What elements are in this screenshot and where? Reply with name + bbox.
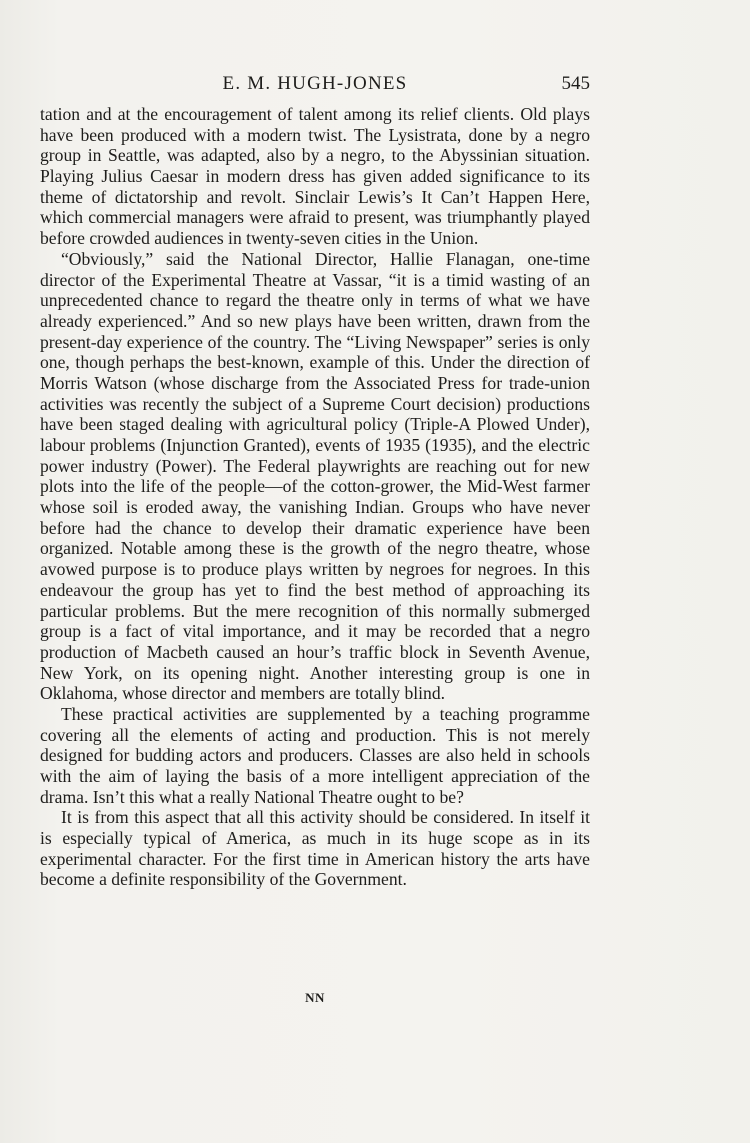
paragraph-3: These practical activities are supplemented by a teaching programme covering all the elements of acting and production. This is not merely designed for budding actors and producers. Classes are also held in schools with the aim of laying the basis of a more intelligent appreciation of the drama. Isn’t this what a really National Theatre ought to be? — [40, 703, 590, 807]
page-header — [40, 71, 590, 101]
page-number: 545 — [561, 73, 590, 94]
paragraph-4: It is from this aspect that all this activity should be considered. In itself it is especially typical of America, as much in its huge scope as in its experimental character. For the first time in American history the arts have become a definite responsibility of the Government. — [40, 807, 590, 890]
paragraph-2: “Obviously,” said the National Director, Hallie Flanagan, one-time director of the Experimental Theatre at Vassar, “it is a timid wasting of an unprecedented chance to regard the theatre only in terms of what we have already experienced.” And so new plays have been written, drawn from the present-day experience of the country. The “Living Newspaper” series is only one, though perhaps the best-known, example of this. Under the direction of Morris Watson (whose discharge from the Associated Press for trade-union activities was recently the subject of a Supreme Court decision) productions have been staged dealing with agricultural policy (Triple-A Plowed Under), labour problems (Injunction Granted), events of 1935 (1935), and the electric power industry (Power). The Federal playwrights are reaching out for new plots into the life of the people—of the cotton-grower, the Mid-West farmer whose soil is eroded away, the vanishing Indian. Groups who have never before had the chance to develop their dramatic experience have been organized. Notable among these is the growth of the negro theatre, whose avowed purpose is to produce plays written by negroes for negroes. In this endeavour the group has yet to find the best method of approaching its particular problems. But the mere recognition of this normally submerged group is a fact of vital importance, and it may be recorded that a negro production of Macbeth caused an hour’s traffic block in Seventh Avenue, New York, on its opening night. Another interesting group is one in Oklahoma, whose director and members are totally blind. — [40, 248, 590, 704]
running-head: E. M. HUGH-JONES — [222, 73, 408, 94]
paragraph-1: tation and at the encouragement of talent among its relief clients. Old plays have been produced with a modern twist. The Lysistrata, done by a negro group in Seattle, was adapted, also by a negro, to the Abyssinian situation. Playing Julius Caesar in modern dress has given added significance to its theme of dictatorship and revolt. Sinclair Lewis’s It Can’t Happen Here, which commercial managers were afraid to present, was triumphantly played before crowded audiences in twenty-seven cities in the Union. — [40, 104, 590, 249]
body-text — [40, 104, 590, 890]
signature-mark: NN — [305, 990, 325, 1005]
